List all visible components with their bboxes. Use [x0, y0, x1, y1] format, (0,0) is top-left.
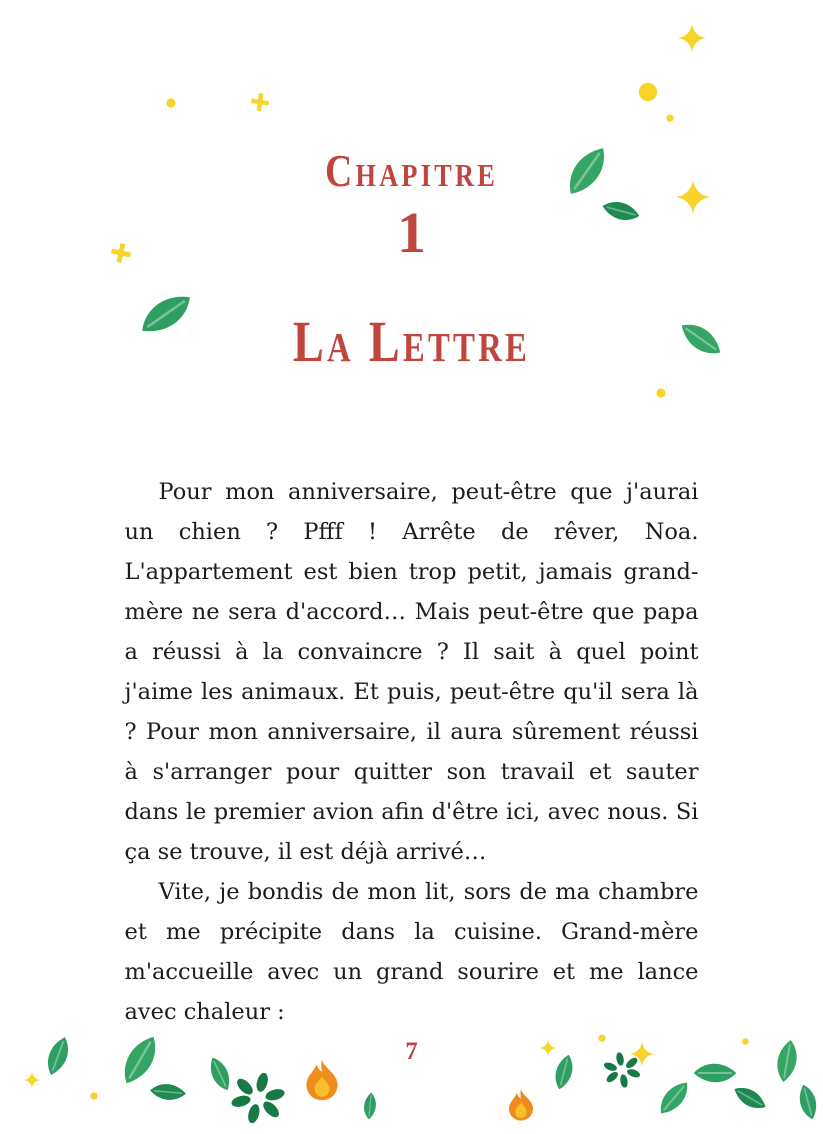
- leaf-icon: [654, 1078, 693, 1117]
- paragraph: Pour mon anniversaire, peut-être que j'aurai un chien ? Pfff ! Arrête de rêver, Noa. L'appartement est bien trop petit, jamais grand-mère ne sera d'accord… Mais peut-être que papa a réussi à la convaincre ? Il sait à quel point j'aime les animaux. Et puis, peut-être qu'il sera là ? Pour mon anniversaire, il aura sûrement réussi à s'arranger pour quitter son travail et sauter dans le premier avion afin d'être ici, avec nous. Si ça se trouve, il est déjà arrivé…: [124, 479, 699, 866]
- body-text: [125, 472, 699, 1032]
- leaf-icon: [730, 1078, 769, 1117]
- chapter-number: 1: [397, 199, 426, 265]
- chapter-title: La Lettre: [292, 309, 531, 375]
- dot-icon: [90, 1092, 98, 1100]
- sparkle-icon: [24, 1072, 40, 1088]
- page-number: 7: [405, 1038, 418, 1065]
- dot-icon: [656, 388, 666, 398]
- leaf-icon: [145, 1069, 190, 1114]
- leaf-icon: [353, 1089, 387, 1123]
- leaf-icon: [786, 1080, 823, 1124]
- flame-icon: [504, 1088, 538, 1122]
- chapter-label: Chapitre: [324, 145, 499, 196]
- splat-icon: [226, 1066, 290, 1130]
- paragraph: Vite, je bondis de mon lit, sors de ma chambre et me précipite dans la cuisine. Grand-mère m'accueille avec un grand sourire et me lance avec chaleur :: [124, 879, 699, 1026]
- chapter-header: [0, 0, 823, 376]
